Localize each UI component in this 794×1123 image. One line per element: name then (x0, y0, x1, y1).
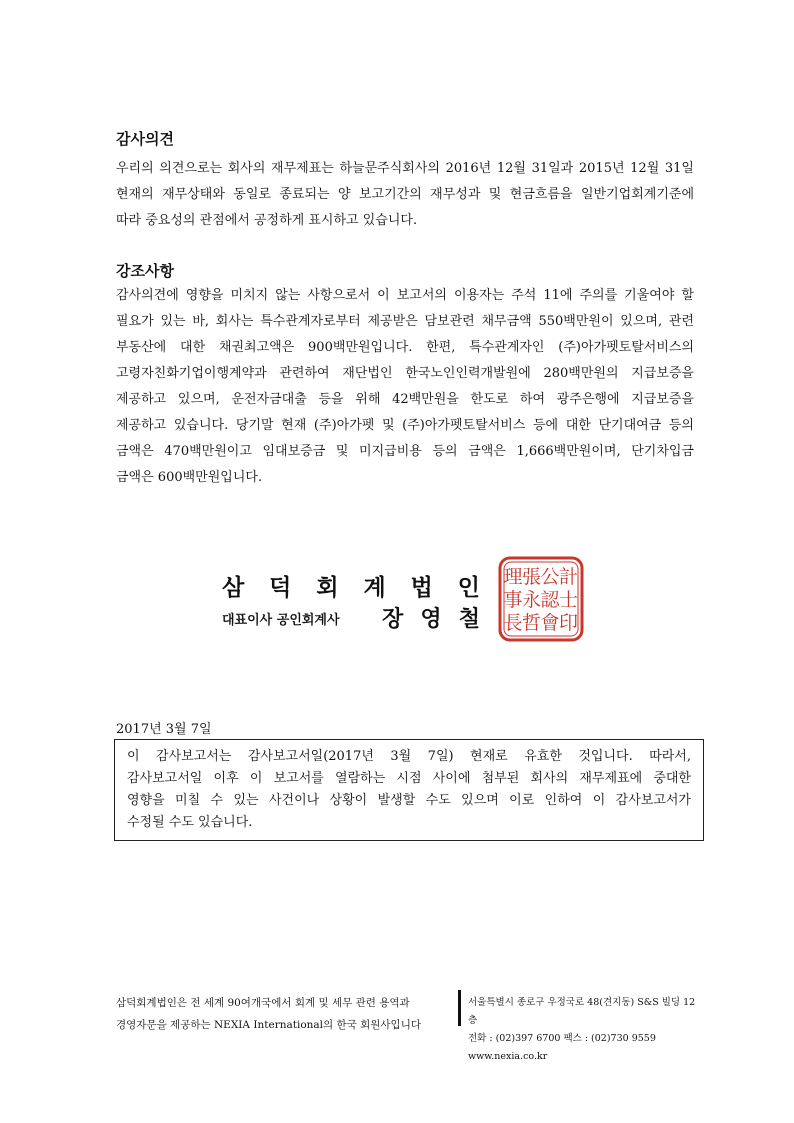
emphasis-paragraph (116, 283, 694, 491)
footer-description (116, 992, 456, 1036)
seal-glyph: 永 (521, 589, 542, 611)
representative-title: 대표이사 공인회계사 (222, 613, 340, 628)
footer-phone-fax-web: 전화 : (02)397 6700 팩스 : (02)730 9559 www.nexia.co.kr (468, 1033, 656, 1062)
report-date: 2017년 3월 7일 (116, 722, 212, 737)
emphasis-line: 금액은 470백만원이고 임대보증금 및 미지급비용 등의 금액은 1,666백만원이며, 단기차입금 (116, 444, 694, 459)
validity-notice-box (114, 739, 704, 841)
footer-address: 서울특별시 종로구 우정국로 48(견지동) S&S 빌딩 12층 (468, 997, 696, 1026)
firm-name-char: 법 (410, 575, 433, 601)
firm-name-char: 계 (363, 575, 386, 601)
rep-name-char: 철 (458, 607, 480, 632)
emphasis-line: 부동산에 대한 채권최고액은 900백만원입니다. 한편, 특수관계자인 (주)아가펫토탈서비스의 (116, 340, 694, 355)
opinion-line: 우리의 의견으로는 회사의 재무제표는 하늘문주식회사의 2016년 12월 31일과 2015년 12월 31일 (116, 161, 694, 176)
seal-glyph: 士 (558, 589, 579, 611)
seal-glyph: 事 (503, 589, 523, 611)
emphasis-line: 제공하고 있습니다. 당기말 현재 (주)아가펫 및 (주)아가펫토탈서비스 등에 대한 단기대여금 등의 (116, 418, 694, 433)
opinion-title: 감사의견 (116, 130, 174, 148)
opinion-line: 현재의 재무상태와 동일로 종료되는 양 보고기간의 재무성과 및 현금흐름을 일반기업회계기준에 (116, 187, 694, 202)
footer-contact (468, 994, 698, 1066)
seal-glyph: 印 (558, 612, 579, 634)
emphasis-title: 강조사항 (116, 262, 174, 280)
seal-glyph: 哲 (521, 612, 542, 634)
rep-name-char: 영 (420, 607, 442, 632)
seal-glyph: 公 (540, 566, 560, 588)
footer-description-line: 경영자문을 제공하는 NEXIA International의 한국 회원사입니다 (116, 1019, 421, 1031)
opinion-line: 따라 중요성의 관점에서 공정하게 표시하고 있습니다. (116, 213, 418, 228)
seal-glyph: 張 (521, 566, 542, 588)
seal-glyph: 會 (540, 612, 560, 634)
firm-name-char: 인 (457, 575, 480, 601)
firm-name-char: 삼 (222, 575, 245, 601)
firm-name-char: 덕 (269, 575, 292, 601)
firm-name-char: 회 (316, 575, 339, 601)
emphasis-line: 금액은 600백만원입니다. (116, 470, 263, 485)
notice-line: 수정될 수도 있습니다. (127, 815, 253, 830)
footer-description-line: 삼덕회계법인은 전 세계 90여개국에서 회계 및 세무 관련 용역과 (116, 997, 410, 1009)
emphasis-line: 감사의견에 영향을 미치지 않는 사항으로서 이 보고서의 이용자는 주석 11에 주의를 기울여야 할 (116, 288, 694, 303)
rep-name-char: 장 (382, 607, 404, 632)
seal-glyph: 理 (503, 566, 523, 588)
emphasis-line: 고령자친화기업이행계약과 관련하여 재단법인 한국노인인력개발원에 280백만원의 지급보증을 (116, 366, 694, 381)
notice-line: 영향을 미칠 수 있는 사건이나 상황이 발생할 수도 있으며 이로 인하여 이 감사보고서가 (127, 793, 691, 808)
firm-name (222, 569, 480, 602)
seal-glyph: 長 (503, 612, 523, 634)
representative-name (382, 602, 480, 633)
seal-glyph: 計 (558, 566, 579, 588)
emphasis-line: 제공하고 있으며, 운전자금대출 등을 위해 42백만원을 한도로 하여 광주은행에 지급보증을 (116, 392, 694, 407)
notice-line: 감사보고서일 이후 이 보고서를 열람하는 시점 사이에 첨부된 회사의 재무제표에 중대한 (127, 771, 691, 786)
seal-glyph: 認 (540, 589, 560, 611)
official-seal-icon (498, 556, 584, 642)
emphasis-line: 필요가 있는 바, 회사는 특수관계자로부터 제공받은 담보관련 채무금액 550백만원이 있으며, 관련 (116, 314, 694, 329)
footer-divider (458, 990, 461, 1026)
opinion-paragraph (116, 156, 694, 234)
notice-line: 이 감사보고서는 감사보고서일(2017년 3월 7일) 현재로 유효한 것입니다. 따라서, (127, 749, 691, 764)
